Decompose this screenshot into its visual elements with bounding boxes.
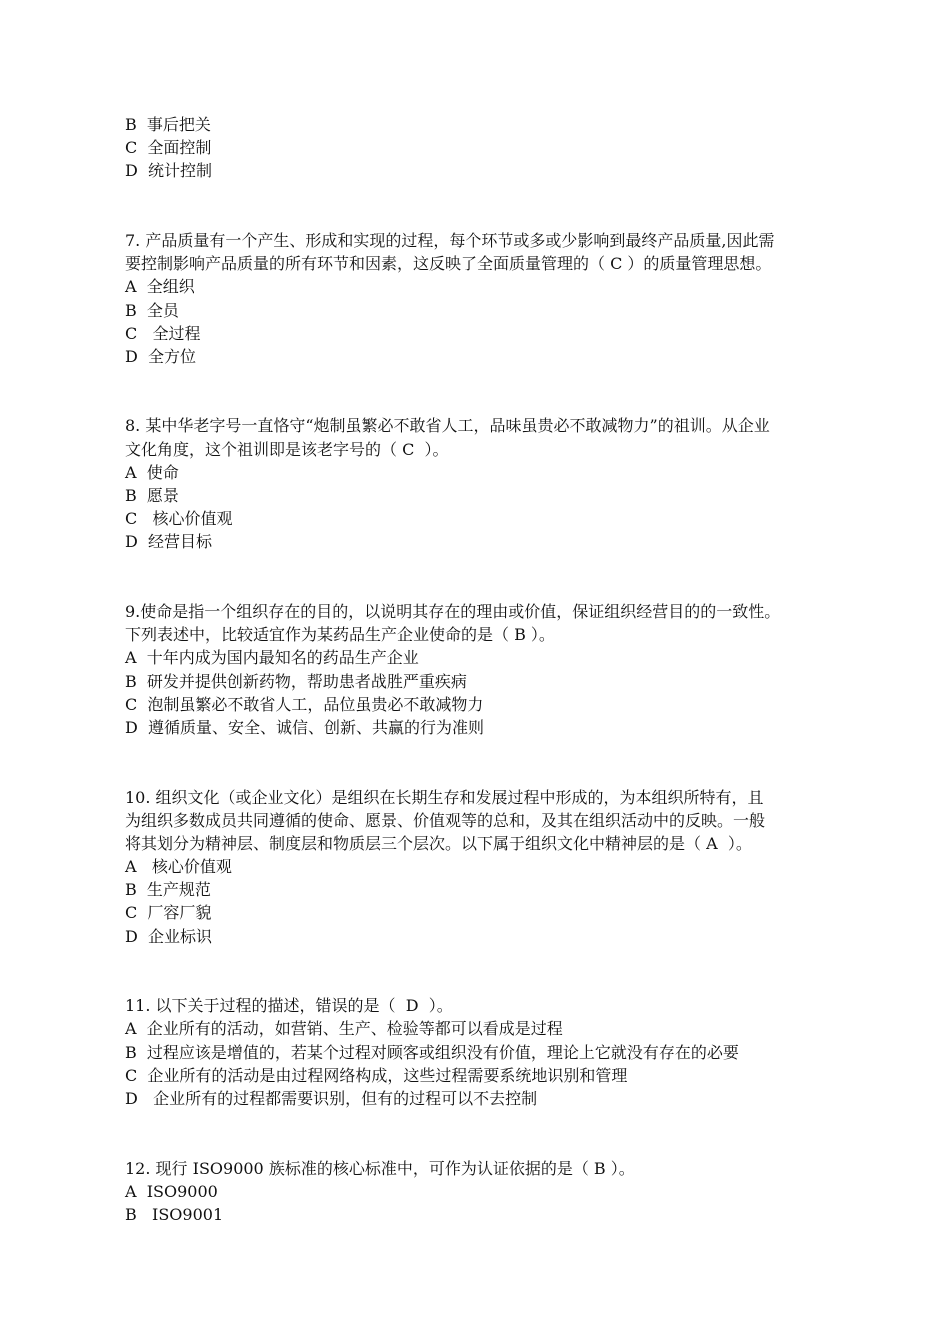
option-b: B 研发并提供创新药物，帮助患者战胜严重疾病 <box>125 671 467 691</box>
option-c: C 全面控制 <box>125 138 212 158</box>
question-8 <box>125 414 840 553</box>
question-text: 7. 产品质量有一个产生、形成和实现的过程，每个环节或多或少影响到最终产品质量,因此需 <box>125 230 775 250</box>
continued-options <box>125 113 840 183</box>
option-b: B 生产规范 <box>125 880 211 900</box>
option-d: D 遵循质量、安全、诚信、创新、共赢的行为准则 <box>125 717 485 737</box>
option-b: B 事后把关 <box>125 115 211 134</box>
option-c: C 核心价值观 <box>125 509 233 529</box>
option-c: C 厂容厂貌 <box>125 903 212 923</box>
option-b: B 过程应该是增值的，若某个过程对顾客或组织没有价值，理论上它就没有存在的必要 <box>125 1042 739 1062</box>
question-text: 要控制影响产品质量的所有环节和因素，这反映了全面质量管理的（ C ）的质量管理思想。 <box>125 254 772 274</box>
question-9 <box>125 600 840 739</box>
question-text: 为组织多数成员共同遵循的使命、愿景、价值观等的总和，及其在组织活动中的反映。一般 <box>125 810 766 830</box>
question-11 <box>125 994 840 1110</box>
option-b: B 愿景 <box>125 486 179 506</box>
option-d: D 经营目标 <box>125 532 213 552</box>
option-c: C 全过程 <box>125 323 201 343</box>
option-a: A 核心价值观 <box>125 857 232 877</box>
question-text: 10. 组织文化（或企业文化）是组织在长期生存和发展过程中形成的，为本组织所特有，且 <box>125 787 764 807</box>
question-text: 文化角度，这个祖训即是该老字号的（ C ）。 <box>125 439 449 459</box>
option-a: A 使命 <box>125 462 179 482</box>
option-a: A ISO9000 <box>125 1181 218 1201</box>
option-b: B ISO9001 <box>125 1204 224 1224</box>
option-a: A 十年内成为国内最知名的药品生产企业 <box>125 648 419 668</box>
question-text: 下列表述中，比较适宜作为某药品生产企业使命的是（ B ）。 <box>125 625 555 645</box>
question-12 <box>125 1157 840 1227</box>
question-10 <box>125 786 840 948</box>
option-d: D 全方位 <box>125 346 197 366</box>
option-d: D 企业所有的过程都需要识别，但有的过程可以不去控制 <box>125 1088 538 1108</box>
question-text: 11. 以下关于过程的描述，错误的是（ D ）。 <box>125 996 453 1016</box>
option-a: A 全组织 <box>125 277 195 297</box>
option-d: D 企业标识 <box>125 926 213 946</box>
option-d: D 统计控制 <box>125 161 213 181</box>
question-7 <box>125 229 840 368</box>
option-b: B 全员 <box>125 300 179 320</box>
option-a: A 企业所有的活动，如营销、生产、检验等都可以看成是过程 <box>125 1019 563 1039</box>
question-text: 9.使命是指一个组织存在的目的，以说明其存在的理由或价值，保证组织经营目的的一致性。 <box>125 601 781 621</box>
question-text: 将其划分为精神层、制度层和物质层三个层次。以下属于组织文化中精神层的是（ A ）。 <box>125 833 752 853</box>
option-c: C 泡制虽繁必不敢省人工，品位虽贵必不敢减物力 <box>125 694 484 714</box>
question-text: 12. 现行 ISO9000 族标准的核心标准中，可作为认证依据的是（ B ）。 <box>125 1158 635 1178</box>
question-text: 8. 某中华老字号一直恪守“炮制虽繁必不敢省人工，品味虽贵必不敢减物力”的祖训。从企业 <box>125 416 770 436</box>
option-c: C 企业所有的活动是由过程网络构成，这些过程需要系统地识别和管理 <box>125 1065 628 1085</box>
document-page <box>125 113 840 1226</box>
